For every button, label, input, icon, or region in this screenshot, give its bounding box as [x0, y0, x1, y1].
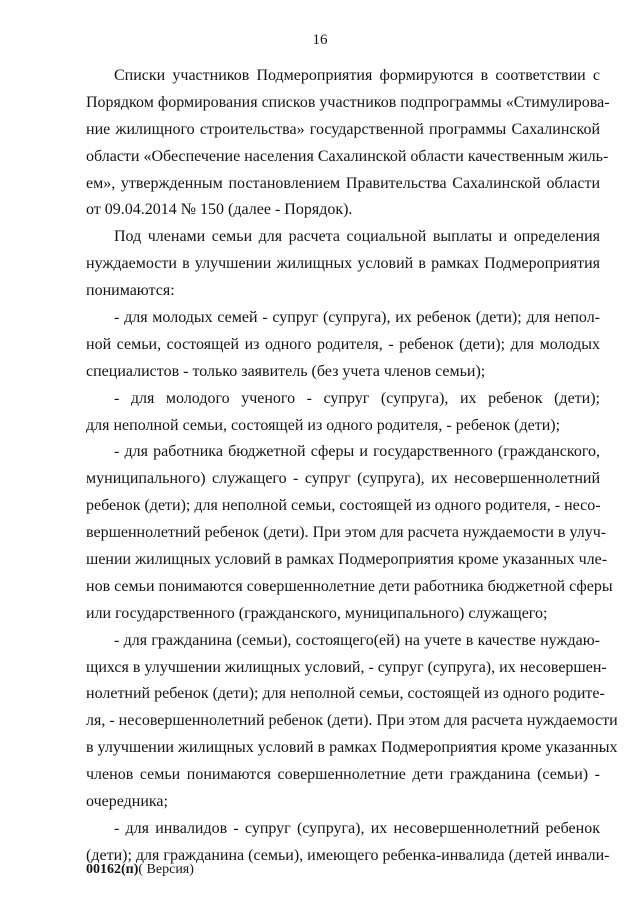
document-body	[86, 63, 618, 870]
text-line: нов семьи понимаются совершеннолетние дети работника бюджетной сферы	[86, 577, 613, 595]
document-footer	[86, 861, 194, 879]
text-line: - для работника бюджетной сферы и государственного (гражданского,	[114, 443, 600, 461]
text-line: в улучшении жилищных условий в рамках Подмероприятия кроме указанных	[86, 739, 618, 757]
text-line: ние жилищного строительства» государственной программы Сахалинской	[86, 120, 600, 138]
text-line: ной семьи, состоящей из одного родителя, - ребенок (дети); для молодых	[86, 335, 600, 353]
text-line: вершеннолетний ребенок (дети). При этом для расчета нуждаемости в улуч-	[86, 524, 607, 542]
page-number: 16	[312, 32, 328, 48]
text-line: специалистов - только заявитель (без учета членов семьи);	[86, 362, 486, 380]
text-line: муниципального) служащего - супруг (супруга), их несовершеннолетний	[86, 470, 600, 488]
text-line: - для гражданина (семьи), состоящего(ей) на учете в качестве нуждаю-	[114, 631, 600, 649]
text-line: или государственного (гражданского, муниципального) служащего;	[86, 604, 548, 622]
text-line: ем», утвержденным постановлением Правительства Сахалинской области	[86, 174, 600, 192]
text-line: нуждаемости в улучшении жилищных условий в рамках Подмероприятия	[86, 255, 600, 273]
text-line: ребенок (дети); для неполной семьи, состоящей из одного родителя, - несо-	[86, 497, 601, 515]
text-line: понимаются:	[86, 282, 175, 300]
text-line: - для инвалидов - супруг (супруга), их несовершеннолетний ребенок	[114, 819, 600, 837]
text-line: - для молодых семей - супруг (супруга), их ребенок (дети); для непол-	[114, 309, 600, 327]
text-line: области «Обеспечение населения Сахалинской области качественным жиль-	[86, 147, 609, 165]
text-line: щихся в улучшении жилищных условий, - супруг (супруга), их несовершен-	[86, 658, 607, 676]
document-code: 00162(п)	[86, 862, 139, 877]
text-line: шении жилищных условий в рамках Подмероприятия кроме указанных чле-	[86, 551, 608, 569]
text-line: (дети); для гражданина (семьи), имеющего ребенка-инвалида (детей инвали-	[86, 846, 610, 864]
text-line: членов семьи понимаются совершеннолетние дети гражданина (семьи) -	[86, 766, 600, 784]
document-version-label: ( Версия)	[138, 862, 194, 877]
text-line: для неполной семьи, состоящей из одного родителя, - ребенок (дети);	[86, 416, 561, 434]
text-line: очередника;	[86, 793, 168, 811]
text-line: нолетний ребенок (дети); для неполной семьи, состоящей из одного родите-	[86, 685, 605, 703]
text-line: Списки участников Подмероприятия формируются в соответствии с	[114, 67, 600, 84]
text-line: Порядком формирования списков участников подпрограммы «Стимулирова-	[86, 93, 610, 111]
text-line: ля, - несовершеннолетний ребенок (дети). При этом для расчета нуждаемости	[86, 712, 618, 730]
text-line: от 09.04.2014 № 150 (далее - Порядок).	[86, 201, 353, 219]
text-line: Под членами семьи для расчета социальной выплаты и определения	[114, 228, 600, 246]
text-line: - для молодого ученого - супруг (супруга), их ребенок (дети);	[114, 389, 600, 407]
